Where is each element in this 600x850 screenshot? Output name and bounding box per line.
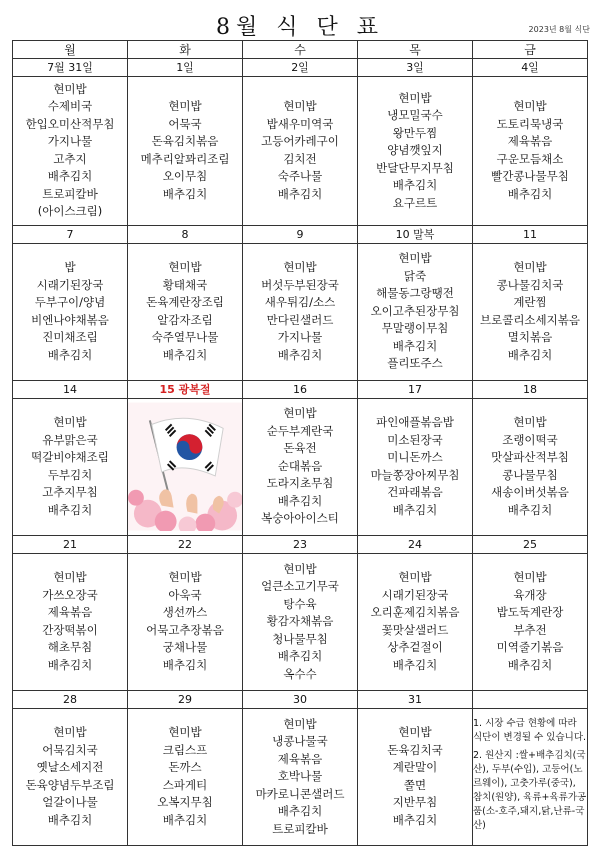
date-cell: 10 말복 bbox=[358, 225, 473, 243]
date-cell: 22 bbox=[128, 535, 243, 553]
menu-item: 황태채국 bbox=[162, 277, 208, 292]
menu-item: 도토리묵냉국 bbox=[496, 116, 564, 131]
menu-item: 배추김치 bbox=[277, 186, 323, 201]
date-note: 2023년 8월 식단 bbox=[528, 25, 590, 34]
menu-item: 도라지초무침 bbox=[266, 476, 334, 491]
menu-item: 돈육김치국 bbox=[387, 742, 443, 757]
menu-table bbox=[12, 40, 588, 846]
menu-item: 파인애플볶음밥 bbox=[376, 415, 454, 430]
date-cell: 11 bbox=[473, 225, 588, 243]
date-row bbox=[13, 59, 588, 77]
menu-cell bbox=[473, 243, 588, 380]
menu-item: 밥도둑계란장 bbox=[496, 605, 564, 620]
date-cell: 25 bbox=[473, 535, 588, 553]
menu-item: 배추김치 bbox=[507, 186, 553, 201]
date-cell: 16 bbox=[243, 380, 358, 398]
menu-item: 미니돈까스 bbox=[387, 450, 443, 465]
menu-item: 시래기된장국 bbox=[381, 587, 449, 602]
menu-item: 배추김치 bbox=[507, 502, 553, 517]
menu-item: 계란말이 bbox=[392, 760, 438, 775]
menu-item: 가쓰오장국 bbox=[42, 587, 98, 602]
menu-item: 궁채나물 bbox=[162, 640, 208, 655]
menu-item: 멸치볶음 bbox=[507, 330, 553, 345]
menu-cell bbox=[358, 553, 473, 690]
menu-cell bbox=[473, 398, 588, 535]
menu-item: (아이스크림) bbox=[37, 204, 103, 219]
menu-item: 옥수수 bbox=[283, 666, 317, 681]
menu-item: 트로피칼바 bbox=[42, 186, 98, 201]
menu-item: 스파게티 bbox=[162, 777, 208, 792]
menu-item: 미소된장국 bbox=[387, 432, 443, 447]
date-cell: 30 bbox=[243, 690, 358, 708]
menu-item: 두부구이/양념 bbox=[34, 295, 106, 310]
menu-item: 돈육김치볶음 bbox=[151, 134, 219, 149]
menu-item: 새송이버섯볶음 bbox=[491, 485, 569, 500]
menu-cell bbox=[13, 243, 128, 380]
menu-item: 건파래볶음 bbox=[387, 485, 443, 500]
menu-item: 요구르트 bbox=[392, 195, 438, 210]
menu-item: 배추김치 bbox=[392, 502, 438, 517]
menu-cell bbox=[358, 398, 473, 535]
date-cell: 1일 bbox=[128, 59, 243, 77]
menu-item: 오이고추된장무침 bbox=[370, 303, 460, 318]
menu-item: 밥새우미역국 bbox=[266, 116, 334, 131]
menu-item: 배추김치 bbox=[277, 493, 323, 508]
date-row bbox=[13, 380, 588, 398]
menu-item: 배추김치 bbox=[507, 347, 553, 362]
date-cell: 28 bbox=[13, 690, 128, 708]
menu-item: 마카로니콘샐러드 bbox=[255, 786, 345, 801]
menu-item: 트로피칼바 bbox=[272, 821, 328, 836]
menu-row bbox=[13, 708, 588, 845]
menu-cell bbox=[128, 553, 243, 690]
menu-cell bbox=[243, 398, 358, 535]
menu-item: 청나물무침 bbox=[272, 631, 328, 646]
menu-cell bbox=[243, 708, 358, 845]
date-cell: 7월 31일 bbox=[13, 59, 128, 77]
menu-item: 메추리알꽈리조림 bbox=[140, 151, 230, 166]
menu-cell bbox=[13, 76, 128, 225]
date-cell: 21 bbox=[13, 535, 128, 553]
menu-row bbox=[13, 398, 588, 535]
notice-item: 1. 시장 수급 현황에 따라 식단이 변경될 수 있습니다. bbox=[473, 717, 587, 743]
menu-item: 돈까스 bbox=[168, 760, 202, 775]
menu-cell bbox=[243, 553, 358, 690]
menu-cell bbox=[13, 398, 128, 535]
menu-item: 제육볶음 bbox=[47, 605, 93, 620]
menu-item: 배추김치 bbox=[47, 657, 93, 672]
menu-item: 배추김치 bbox=[277, 804, 323, 819]
menu-item: 돈육전 bbox=[283, 441, 317, 456]
date-row bbox=[13, 535, 588, 553]
menu-item: 배추김치 bbox=[47, 169, 93, 184]
menu-item: 배추김치 bbox=[392, 812, 438, 827]
menu-item: 쫄면 bbox=[403, 777, 427, 792]
menu-item: 고추지무침 bbox=[42, 485, 98, 500]
menu-item: 배추김치 bbox=[277, 649, 323, 664]
menu-item: 버섯두부된장국 bbox=[261, 277, 339, 292]
page-title: 8월 식 단 표 bbox=[216, 15, 384, 40]
menu-item: 현미밥 bbox=[513, 260, 547, 275]
menu-item: 현미밥 bbox=[168, 725, 202, 740]
menu-item: 현미밥 bbox=[283, 561, 317, 576]
menu-item: 현미밥 bbox=[53, 570, 87, 585]
date-cell: 4일 bbox=[473, 59, 588, 77]
menu-item: 닭죽 bbox=[403, 268, 427, 283]
menu-item: 배추김치 bbox=[47, 502, 93, 517]
menu-item: 어묵김치국 bbox=[42, 742, 98, 757]
menu-item: 배추김치 bbox=[507, 657, 553, 672]
menu-cell bbox=[13, 553, 128, 690]
menu-item: 탕수육 bbox=[283, 596, 317, 611]
menu-item: 양념깻잎지 bbox=[387, 143, 443, 158]
menu-item: 배추김치 bbox=[162, 812, 208, 827]
menu-item: 현미밥 bbox=[398, 251, 432, 266]
notice-item: 2. 원산지 :쌀+배추김치(국산), 두부(수입), 고등어(노르웨이), 고춧가루(중국), 참치(원양), 육류+육류가공품(소-호주,돼지,닭,난류-국산) bbox=[473, 749, 587, 831]
menu-item: 배추김치 bbox=[47, 347, 93, 362]
menu-item: 어묵고추장볶음 bbox=[146, 622, 224, 637]
date-cell: 14 bbox=[13, 380, 128, 398]
menu-item: 황감자채볶음 bbox=[266, 614, 334, 629]
date-cell bbox=[473, 690, 588, 708]
menu-cell bbox=[243, 76, 358, 225]
menu-item: 상추겉절이 bbox=[387, 640, 443, 655]
menu-item: 배추김치 bbox=[392, 338, 438, 353]
menu-row bbox=[13, 243, 588, 380]
date-row bbox=[13, 225, 588, 243]
date-cell: 8 bbox=[128, 225, 243, 243]
menu-item: 반달단무지무침 bbox=[376, 160, 454, 175]
menu-item: 냉콩나물국 bbox=[272, 734, 328, 749]
menu-item: 제육볶음 bbox=[507, 134, 553, 149]
menu-item: 생선까스 bbox=[162, 605, 208, 620]
menu-item: 현미밥 bbox=[53, 415, 87, 430]
menu-item: 현미밥 bbox=[283, 406, 317, 421]
menu-item: 오복지무침 bbox=[157, 795, 213, 810]
menu-item: 순대볶음 bbox=[277, 458, 323, 473]
menu-item: 호박나물 bbox=[277, 769, 323, 784]
menu-item: 맛살파산적부침 bbox=[491, 450, 569, 465]
menu-item: 제육볶음 bbox=[277, 751, 323, 766]
menu-item: 유부맑은국 bbox=[42, 432, 98, 447]
date-cell: 18 bbox=[473, 380, 588, 398]
menu-item: 배추김치 bbox=[277, 347, 323, 362]
menu-item: 무말랭이무침 bbox=[381, 321, 449, 336]
menu-cell bbox=[358, 243, 473, 380]
menu-item: 아욱국 bbox=[168, 587, 202, 602]
menu-item: 현미밥 bbox=[398, 725, 432, 740]
weekday-header: 화 bbox=[128, 41, 243, 59]
menu-item: 현미밥 bbox=[168, 99, 202, 114]
menu-item: 돈육계란장조림 bbox=[146, 295, 224, 310]
menu-item: 해물동그랑땡전 bbox=[376, 286, 454, 301]
menu-item: 콩나물김치국 bbox=[496, 277, 564, 292]
menu-row bbox=[13, 76, 588, 225]
menu-item: 현미밥 bbox=[513, 99, 547, 114]
menu-item: 배추김치 bbox=[392, 178, 438, 193]
menu-item: 현미밥 bbox=[283, 99, 317, 114]
menu-item: 새우튀김/소스 bbox=[264, 295, 336, 310]
menu-item: 마늘쫑장아찌무침 bbox=[370, 467, 460, 482]
menu-item: 현미밥 bbox=[398, 570, 432, 585]
date-cell: 31 bbox=[358, 690, 473, 708]
menu-item: 가지나물 bbox=[277, 330, 323, 345]
menu-item: 콩나물무침 bbox=[502, 467, 558, 482]
menu-item: 시래기된장국 bbox=[36, 277, 104, 292]
holiday-illustration bbox=[128, 398, 243, 535]
menu-cell bbox=[358, 76, 473, 225]
weekday-header: 목 bbox=[358, 41, 473, 59]
menu-item: 진미채조림 bbox=[42, 330, 98, 345]
notice-box bbox=[473, 708, 588, 845]
menu-item: 배추김치 bbox=[162, 186, 208, 201]
menu-item: 복숭아아이스티 bbox=[261, 511, 339, 526]
menu-cell bbox=[128, 708, 243, 845]
menu-cell bbox=[473, 76, 588, 225]
menu-item: 구운모듬채소 bbox=[496, 151, 564, 166]
menu-item: 비엔나야채볶음 bbox=[31, 312, 109, 327]
menu-cell bbox=[13, 708, 128, 845]
menu-item: 간장떡볶이 bbox=[42, 622, 98, 637]
menu-item: 계란찜 bbox=[513, 295, 547, 310]
date-cell: 29 bbox=[128, 690, 243, 708]
menu-item: 돈육양념두부조림 bbox=[25, 777, 115, 792]
menu-row bbox=[13, 553, 588, 690]
menu-item: 두부김치 bbox=[47, 467, 93, 482]
menu-item: 얼갈이나물 bbox=[42, 795, 98, 810]
menu-item: 현미밥 bbox=[513, 415, 547, 430]
menu-item: 배추김치 bbox=[47, 812, 93, 827]
menu-item: 고등어카레구이 bbox=[261, 134, 339, 149]
date-row bbox=[13, 690, 588, 708]
menu-item: 숙주열무나물 bbox=[151, 330, 219, 345]
menu-item: 배추김치 bbox=[162, 347, 208, 362]
date-cell: 15 광복절 bbox=[128, 380, 243, 398]
menu-item: 배추김치 bbox=[162, 657, 208, 672]
menu-item: 밥 bbox=[64, 260, 76, 275]
menu-item: 플리또주스 bbox=[387, 356, 443, 371]
menu-item: 오리훈제김치볶음 bbox=[370, 605, 460, 620]
date-cell: 23 bbox=[243, 535, 358, 553]
menu-item: 가지나물 bbox=[47, 134, 93, 149]
menu-item: 고추지 bbox=[53, 151, 87, 166]
weekday-header-row bbox=[13, 41, 588, 59]
menu-item: 어묵국 bbox=[168, 116, 202, 131]
menu-item: 떡갈비야채조림 bbox=[31, 450, 109, 465]
menu-item: 얼큰소고기무국 bbox=[261, 579, 339, 594]
date-cell: 3일 bbox=[358, 59, 473, 77]
menu-item: 냉모밀국수 bbox=[387, 108, 443, 123]
menu-item: 현미밥 bbox=[398, 90, 432, 105]
menu-item: 현미밥 bbox=[53, 81, 87, 96]
menu-item: 숙주나물 bbox=[277, 169, 323, 184]
menu-item: 부추전 bbox=[513, 622, 547, 637]
date-cell: 24 bbox=[358, 535, 473, 553]
date-cell: 9 bbox=[243, 225, 358, 243]
weekday-header: 금 bbox=[473, 41, 588, 59]
menu-cell bbox=[128, 76, 243, 225]
weekday-header: 수 bbox=[243, 41, 358, 59]
menu-item: 꽃맛살샐러드 bbox=[381, 622, 449, 637]
menu-cell bbox=[358, 708, 473, 845]
menu-item: 옛날소세지전 bbox=[36, 760, 104, 775]
menu-item: 현미밥 bbox=[53, 725, 87, 740]
menu-item: 현미밥 bbox=[283, 260, 317, 275]
menu-cell bbox=[128, 243, 243, 380]
korean-flag-icon bbox=[128, 402, 242, 531]
menu-cell bbox=[473, 553, 588, 690]
menu-item: 배추김치 bbox=[392, 657, 438, 672]
menu-item: 조랭이떡국 bbox=[502, 432, 558, 447]
menu-item: 수제비국 bbox=[47, 99, 93, 114]
menu-item: 현미밥 bbox=[513, 570, 547, 585]
menu-item: 만다린샐러드 bbox=[266, 312, 334, 327]
weekday-header: 월 bbox=[13, 41, 128, 59]
menu-item: 현미밥 bbox=[168, 260, 202, 275]
menu-item: 순두부계란국 bbox=[266, 423, 334, 438]
menu-item: 알감자조림 bbox=[157, 312, 213, 327]
menu-cell bbox=[243, 243, 358, 380]
menu-item: 육개장 bbox=[513, 587, 547, 602]
menu-item: 현미밥 bbox=[283, 716, 317, 731]
menu-item: 빨간콩나물무침 bbox=[491, 169, 569, 184]
menu-item: 김치전 bbox=[283, 151, 317, 166]
menu-item: 오이무침 bbox=[162, 169, 208, 184]
menu-item: 왕만두찜 bbox=[392, 125, 438, 140]
date-cell: 17 bbox=[358, 380, 473, 398]
menu-item: 한입오미산적무침 bbox=[25, 116, 115, 131]
date-cell: 7 bbox=[13, 225, 128, 243]
menu-item: 현미밥 bbox=[168, 570, 202, 585]
menu-item: 미역줄기볶음 bbox=[496, 640, 564, 655]
menu-item: 브로콜리소세지볶음 bbox=[480, 312, 580, 327]
menu-item: 지반무침 bbox=[392, 795, 438, 810]
menu-item: 크림스프 bbox=[162, 742, 208, 757]
date-cell: 2일 bbox=[243, 59, 358, 77]
menu-item: 해초무침 bbox=[47, 640, 93, 655]
